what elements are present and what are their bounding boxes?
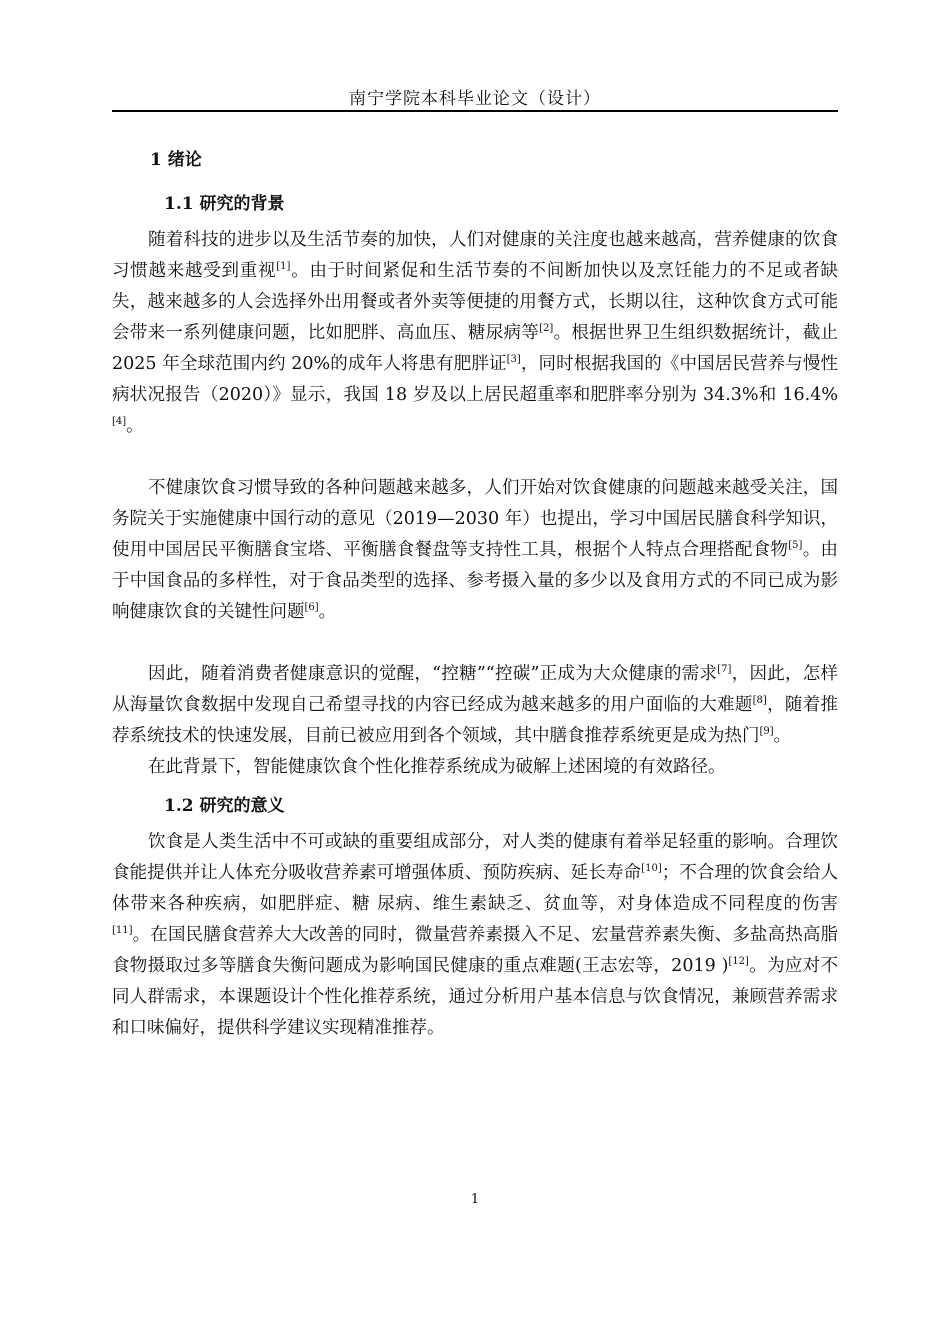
citation-3: [3] [506,354,521,365]
page-header-title: 南宁学院本科毕业论文（设计） [349,89,601,109]
text-run: 。为应对不同人群需求，本课题设计个性化推荐系统，通过分析用户基本信息与饮食情况，兼顾营养需求和口味偏好，提供科学建议实现精准推荐。 [112,956,838,1038]
citation-12: [12] [728,956,749,967]
section-title-significance: 1.2 研究的意义 [164,796,285,816]
text-run: ，因此，怎样从海量饮食数据中发现自己希望寻找的内容已经成为越来越多的用户面临的大难题 [112,664,838,715]
text-run: ，同时根据我国的《中国居民营养与慢性病状况报告（2020）》显示，我国 18 岁及以上居民超重率和肥胖率分别为 34.3%和 16.4% [112,354,839,405]
text-run: 。 [318,602,337,622]
page-number: 1 [470,1192,480,1207]
text-run: 因此，随着消费者健康意识的觉醒，“控糖”“控碳”正成为大众健康的需求 [148,664,718,684]
text-run: ，随着推荐系统技术的快速发展，目前已被应用到各个领域，其中膳食推荐系统更是成为热门 [112,695,839,746]
citation-2: [2] [539,323,554,334]
text-run: 。由于时间紧促和生活节奏的不间断加快以及烹饪能力的不足或者缺失，越来越多的人会选择外出用餐或者外卖等便捷的用餐方式，长期以往，这种饮食方式可能会带来一系列健康问题，比如肥胖、高血压、糖尿病等 [112,261,839,343]
text-run: 。 [773,726,792,746]
text-run: 。在国民膳食营养大大改善的同时，微量营养素摄入不足、宏量营养素失衡、多盐高热高脂食物摄取过多等膳食失衡问题成为影响国民健康的重点难题(王志宏等，2019 ) [112,925,838,976]
document-body [112,143,838,1044]
citation-11: [11] [112,925,133,936]
chapter-title: 1 绪论 [150,150,202,170]
background-paragraph-3 [112,659,838,752]
citation-6: [6] [304,602,319,613]
citation-8: [8] [752,695,767,706]
text-run: 。根据世界卫生组织数据统计，截止 2025 年全球范围内约 20%的成年人将患有肥胖证 [112,323,839,374]
section-title-background: 1.1 研究的背景 [164,194,285,214]
text-run: 不健康饮食习惯导致的各种问题越来越多，人们开始对饮食健康的问题越来越受关注，国务院关于实施健康中国行动的意见（2019—2030 年）也提出，学习中国居民膳食科学知识，使用中国居民平衡膳食宝塔、平衡膳食餐盘等支持性工具，根据个人特点合理搭配食物 [112,478,838,560]
citation-10: [10] [641,863,662,874]
text-run: 饮食是人类生活中不可或缺的重要组成部分，对人类的健康有着举足轻重的影响。合理饮食能提供并让人体充分吸收营养素可增强体质、预防疾病、延长寿命 [112,832,838,883]
citation-9: [9] [759,726,774,737]
background-paragraph-4: 在此背景下，智能健康饮食个性化推荐系统成为破解上述困境的有效路径。 [148,757,726,777]
text-run: 随着科技的进步以及生活节奏的加快，人们对健康的关注度也越来越高，营养健康的饮食习惯越来越受到重视 [112,230,838,281]
text-run: ；不合理的饮食会给人体带来各种疾病，如肥胖症、糖 尿病、维生素缺乏、贫血等，对身体造成不同程度的伤害 [112,863,839,914]
background-paragraph-1 [112,225,838,442]
text-run: 。 [126,416,144,436]
paragraph-gap [112,628,838,659]
text-run: 。由于中国食品的多样性，对于食品类型的选择、参考摄入量的多少以及食用方式的不同已成为影响健康饮食的关键性问题 [112,540,838,622]
citation-1: [1] [276,261,291,272]
significance-paragraph-1 [112,827,838,1044]
paragraph-gap [112,442,838,473]
header-divider [112,110,838,112]
citation-5: [5] [788,540,803,551]
background-paragraph-2 [112,473,838,628]
citation-7: [7] [717,664,732,675]
citation-4: [4] [112,416,127,427]
